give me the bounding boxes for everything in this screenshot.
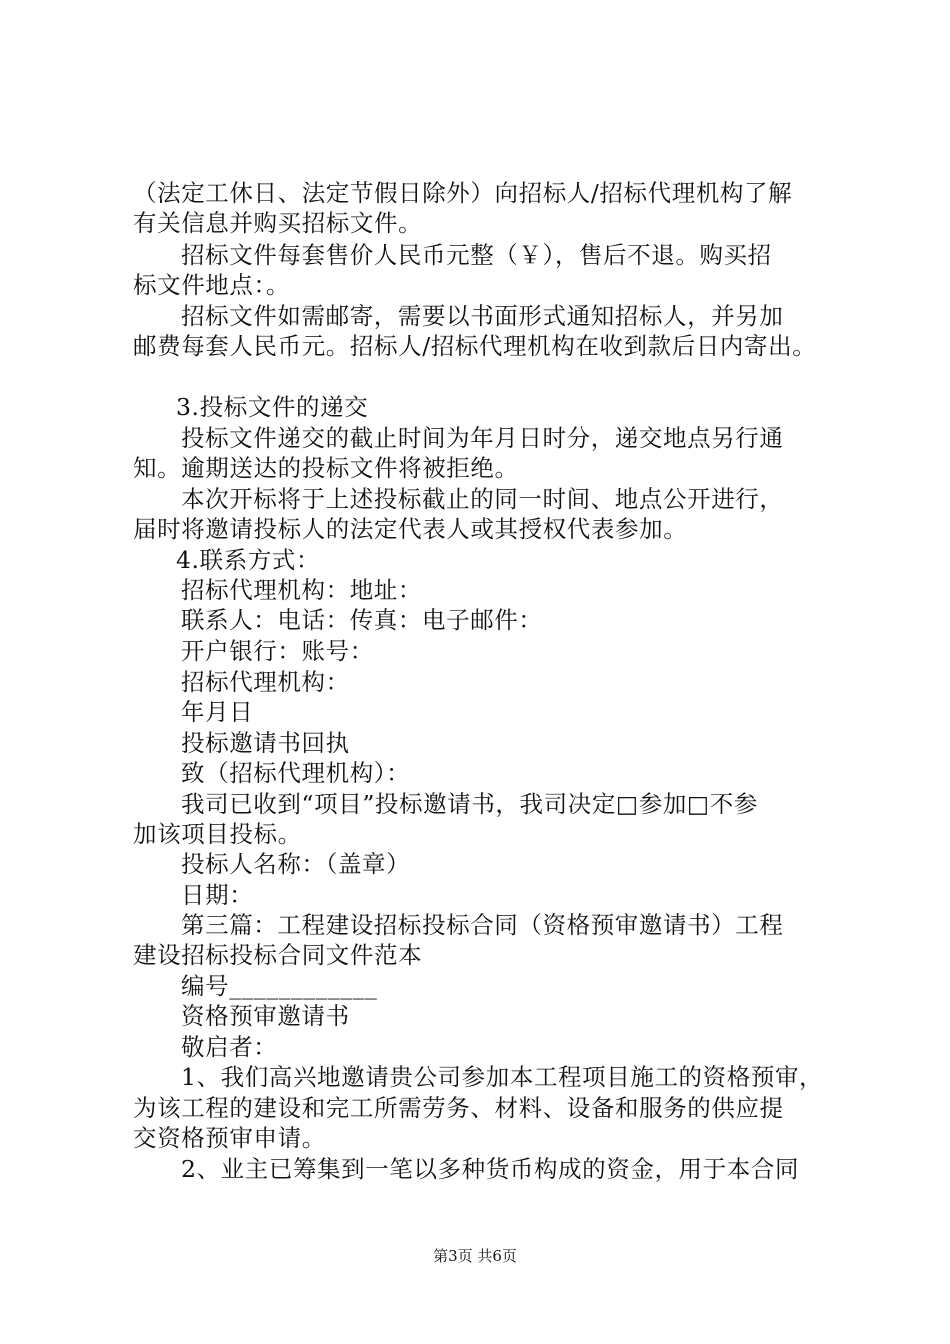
text-line: 交资格预审申请。	[133, 1124, 326, 1152]
text-line: 知。逾期送达的投标文件将被拒绝。	[133, 454, 519, 482]
text-line: 招标文件每套售价人民币元整（￥），售后不退。购买招	[181, 241, 772, 269]
text-line: 有关信息并购买招标文件。	[133, 209, 423, 237]
text-line: 编号____________	[181, 972, 378, 1000]
text-line: 日期：	[181, 881, 254, 909]
text-line: 标文件地点：。	[133, 271, 290, 299]
text-line: 2、业主已筹集到一笔以多种货币构成的资金，用于本合同	[181, 1155, 800, 1183]
text-line: 投标人名称：（盖章）	[181, 850, 411, 878]
text-line: 建设招标投标合同文件范本	[133, 941, 423, 969]
text-line: 联系人：电话：传真：电子邮件：	[181, 606, 543, 634]
text-line: 邮费每套人民币元。招标人/招标代理机构在收到款后日内寄出。	[133, 332, 817, 360]
text-line: 投标邀请书回执	[181, 729, 350, 757]
text-line: 招标代理机构：地址：	[181, 576, 422, 604]
section-heading: 4.联系方式：	[176, 546, 321, 574]
text-line: 投标文件递交的截止时间为年月日时分，递交地点另行通	[181, 424, 784, 452]
text-line: 1、我们高兴地邀请贵公司参加本工程项目施工的资格预审，	[181, 1063, 824, 1091]
text-line: 招标文件如需邮寄，需要以书面形式通知招标人，并另加	[181, 302, 784, 330]
text-line: 致（招标代理机构）：	[181, 759, 411, 787]
text-line: 开户银行：账号：	[181, 637, 374, 665]
text-line: 年月日	[181, 698, 254, 726]
text-line: 本次开标将于上述投标截止的同一时间、地点公开进行，	[181, 485, 784, 513]
text-line: 加该项目投标。	[133, 820, 302, 848]
text-line: 为该工程的建设和完工所需劳务、材料、设备和服务的供应提	[133, 1094, 784, 1122]
page-footer: 第3页 共6页	[433, 1247, 517, 1265]
text-line: 招标代理机构：	[181, 668, 350, 696]
text-line: 第三篇：工程建设招标投标合同（资格预审邀请书）工程	[181, 911, 784, 939]
text-line: 我司已收到“项目”投标邀请书，我司决定□参加□不参	[181, 790, 758, 818]
text-line: （法定工休日、法定节假日除外）向招标人/招标代理机构了解	[133, 179, 793, 207]
section-heading: 3.投标文件的递交	[176, 393, 369, 421]
text-line: 敬启者：	[181, 1033, 278, 1061]
text-line: 届时将邀请投标人的法定代表人或其授权代表参加。	[133, 515, 688, 543]
text-line: 资格预审邀请书	[181, 1002, 350, 1030]
